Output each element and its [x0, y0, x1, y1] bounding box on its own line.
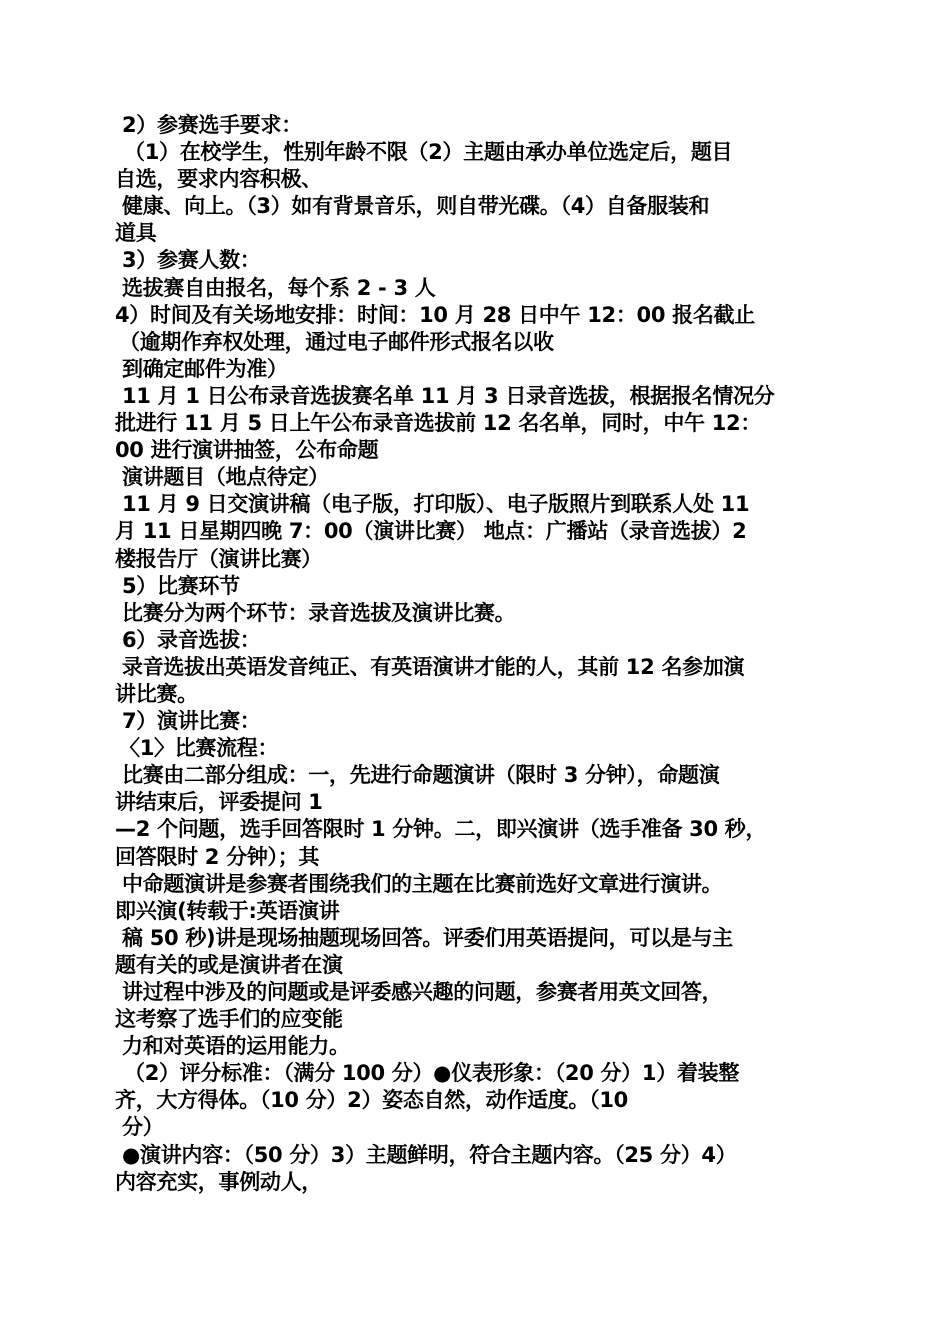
- text-line: 比赛由二部分组成：一，先进行命题演讲（限时 3 分钟），命题演: [122, 763, 720, 788]
- text-line: ●演讲内容：（50 分）3）主题鲜明，符合主题内容。（25 分）4）: [122, 1142, 737, 1167]
- text-line: 力和对英语的运用能力。: [122, 1034, 350, 1059]
- text-line: —2 个问题，选手回答限时 1 分钟。二，即兴演讲（选手准备 30 秒，: [115, 817, 767, 842]
- text-line: （2）评分标准：（满分 100 分）●仪表形象：（20 分）1）着装整: [124, 1061, 740, 1086]
- text-line: 11 月 9 日交演讲稿（电子版，打印版）、电子版照片到联系人处 11: [122, 492, 750, 517]
- text-line: （逾期作弃权处理，通过电子邮件形式报名以收: [119, 329, 554, 354]
- text-line: 比赛分为两个环节：录音选拔及演讲比赛。: [122, 600, 516, 625]
- text-line: 内容充实，事例动人，: [115, 1169, 322, 1194]
- text-line: 讲比赛。: [115, 681, 198, 706]
- text-line: 分）: [122, 1115, 164, 1140]
- text-line: 选拔赛自由报名，每个系 2 - 3 人: [122, 275, 436, 300]
- text-line: 4）时间及有关场地安排：时间：10 月 28 日中午 12：00 报名截止: [115, 302, 755, 327]
- text-line: 11 月 1 日公布录音选拔赛名单 11 月 3 日录音选拔，根据报名情况分: [122, 383, 775, 408]
- text-line: 回答限时 2 分钟）；其: [115, 844, 320, 869]
- text-line: 这考察了选手们的应变能: [115, 1007, 343, 1032]
- text-line: 5）比赛环节: [122, 573, 240, 598]
- text-line: （1）在校学生，性别年龄不限（2）主题由承办单位选定后，题目: [124, 140, 733, 165]
- text-line: 录音选拔出英语发音纯正、有英语演讲才能的人，其前 12 名参加演: [122, 654, 745, 679]
- text-line: 中命题演讲是参赛者围绕我们的主题在比赛前选好文章进行演讲。: [122, 871, 723, 896]
- text-line: 齐，大方得体。（10 分）2）姿态自然，动作适度。（10: [115, 1088, 628, 1113]
- text-line: 月 11 日星期四晚 7：00（演讲比赛） 地点：广播站（录音选拔）2: [115, 519, 747, 544]
- text-line: 〈1〉比赛流程：: [119, 736, 279, 761]
- text-line: 批进行 11 月 5 日上午公布录音选拔前 12 名名单，同时，中午 12：: [115, 411, 762, 436]
- text-line: 2）参赛选手要求：: [122, 113, 302, 137]
- text-line: 自选，要求内容积极、: [115, 167, 322, 192]
- document-body: [115, 112, 845, 1196]
- text-line: 7）演讲比赛：: [122, 709, 261, 734]
- text-line: 道具: [115, 221, 157, 246]
- text-line: 6）录音选拔：: [122, 627, 261, 652]
- text-line: 演讲题目（地点待定）: [122, 465, 329, 490]
- text-line: 题有关的或是演讲者在演: [115, 952, 343, 977]
- text-line: 讲结束后，评委提问 1: [115, 790, 323, 815]
- text-line: 楼报告厅（演讲比赛）: [115, 546, 322, 571]
- text-line: 即兴演(转载于:英语演讲: [115, 898, 340, 923]
- text-line: 讲过程中涉及的问题或是评委感兴趣的问题，参赛者用英文回答，: [122, 980, 723, 1004]
- text-line: 健康、向上。（3）如有背景音乐，则自带光碟。（4）自备服装和: [122, 194, 710, 219]
- text-line: 稿 50 秒)讲是现场抽题现场回答。评委们用英语提问，可以是与主: [122, 925, 733, 950]
- text-line: 00 进行演讲抽签，公布命题: [115, 438, 379, 463]
- text-line: 到确定邮件为准）: [122, 356, 288, 381]
- text-line: 3）参赛人数：: [122, 248, 261, 273]
